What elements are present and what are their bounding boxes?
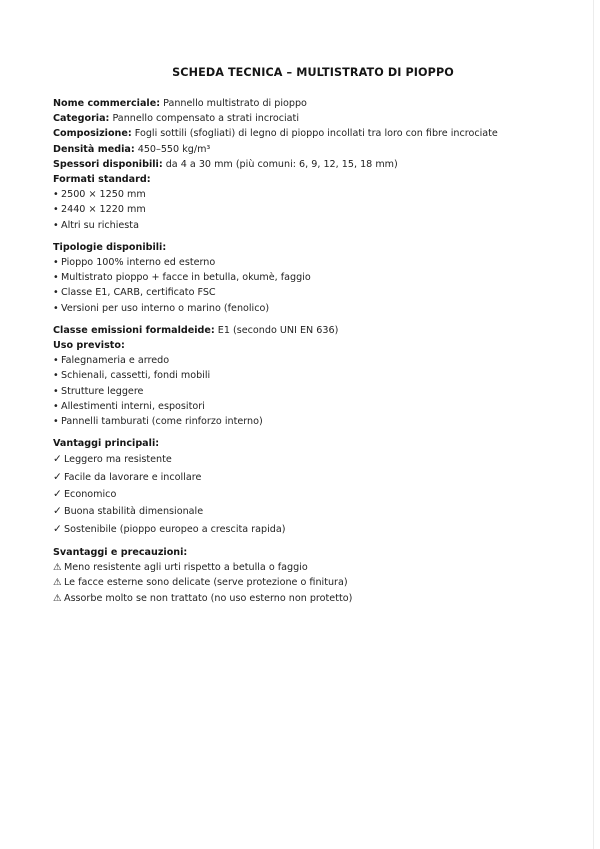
list-item bbox=[53, 469, 573, 486]
bullet-icon: • bbox=[53, 355, 59, 367]
page-title: SCHEDA TECNICA – MULTISTRATO DI PIOPPO bbox=[172, 66, 454, 79]
list-item bbox=[53, 486, 573, 503]
bullet-icon: • bbox=[53, 416, 59, 428]
check-icon: ✓ bbox=[53, 470, 62, 483]
list-item bbox=[53, 218, 573, 233]
check-icon: ✓ bbox=[53, 488, 62, 501]
list-item-text: Multistrato pioppo + facce in betulla, okumè, faggio bbox=[61, 272, 311, 284]
bullet-icon: • bbox=[53, 400, 59, 412]
field-classe-emissioni bbox=[53, 323, 573, 338]
general-fields bbox=[53, 96, 573, 172]
vantaggi-heading: Vantaggi principali: bbox=[53, 438, 160, 450]
list-item-text: Meno resistente agli urti rispetto a betulla o faggio bbox=[64, 562, 308, 574]
list-item-text: Sostenibile (pioppo europeo a crescita rapida) bbox=[64, 523, 286, 535]
list-item bbox=[53, 202, 573, 217]
bullet-icon: • bbox=[53, 272, 59, 284]
list-item-text: Facile da lavorare e incollare bbox=[64, 471, 202, 483]
field-categoria bbox=[53, 111, 573, 126]
field-nome-commerciale bbox=[53, 96, 573, 111]
bullet-icon: • bbox=[53, 257, 59, 269]
list-item-text: 2500 × 1250 mm bbox=[61, 189, 146, 201]
warning-icon: ⚠ bbox=[53, 592, 62, 604]
formati-list bbox=[53, 187, 573, 233]
uso-list bbox=[53, 353, 573, 429]
list-item bbox=[53, 521, 573, 538]
warning-icon: ⚠ bbox=[53, 577, 62, 589]
field-value: E1 (secondo UNI EN 636) bbox=[214, 324, 339, 336]
field-value: Pannello multistrato di pioppo bbox=[160, 98, 307, 109]
field-composizione bbox=[53, 126, 573, 141]
list-item-text: Economico bbox=[64, 489, 117, 501]
bullet-icon: • bbox=[53, 219, 59, 231]
list-item-text: Schienali, cassetti, fondi mobili bbox=[61, 370, 211, 382]
formati-heading: Formati standard: bbox=[53, 174, 151, 186]
tipologie-list bbox=[53, 255, 573, 316]
list-item-text: Classe E1, CARB, certificato FSC bbox=[61, 287, 216, 299]
list-item bbox=[53, 399, 573, 414]
list-item bbox=[53, 285, 573, 300]
bullet-icon: • bbox=[53, 204, 59, 216]
list-item-text: Allestimenti interni, espositori bbox=[61, 400, 205, 412]
bullet-icon: • bbox=[53, 302, 59, 314]
list-item-text: Le facce esterne sono delicate (serve protezione o finitura) bbox=[64, 577, 348, 589]
list-item bbox=[53, 414, 573, 429]
list-item bbox=[53, 255, 573, 270]
check-icon: ✓ bbox=[53, 505, 62, 518]
page-edge bbox=[593, 0, 594, 849]
list-item bbox=[53, 270, 573, 285]
field-label: Nome commerciale: bbox=[53, 98, 161, 109]
list-item bbox=[53, 575, 573, 590]
list-item bbox=[53, 451, 573, 468]
list-item-text: Leggero ma resistente bbox=[64, 454, 172, 466]
field-value: 450–550 kg/m³ bbox=[134, 143, 211, 155]
svantaggi-heading: Svantaggi e precauzioni: bbox=[53, 546, 188, 558]
field-label: Categoria: bbox=[53, 113, 110, 125]
list-item bbox=[53, 503, 573, 520]
field-label: Composizione: bbox=[53, 128, 132, 140]
list-item-text: Buona stabilità dimensionale bbox=[64, 506, 204, 518]
check-icon: ✓ bbox=[53, 453, 62, 466]
list-item bbox=[53, 301, 573, 316]
field-label: Densità media: bbox=[53, 143, 135, 155]
list-item bbox=[53, 368, 573, 383]
svantaggi-list bbox=[53, 560, 573, 606]
check-icon: ✓ bbox=[53, 522, 62, 535]
bullet-icon: • bbox=[53, 189, 59, 201]
list-item-text: Pannelli tamburati (come rinforzo interno) bbox=[61, 416, 263, 428]
tipologie-heading: Tipologie disponibili: bbox=[53, 241, 167, 253]
field-label: Classe emissioni formaldeide: bbox=[53, 324, 215, 336]
list-item bbox=[53, 353, 573, 368]
field-value: da 4 a 30 mm (più comuni: 6, 9, 12, 15, 18 mm) bbox=[162, 158, 398, 170]
bullet-icon: • bbox=[53, 385, 59, 397]
field-value: Pannello compensato a strati incrociati bbox=[109, 113, 299, 125]
list-item-text: 2440 × 1220 mm bbox=[61, 204, 146, 216]
list-item-text: Pioppo 100% interno ed esterno bbox=[61, 257, 216, 269]
field-densita bbox=[53, 142, 573, 157]
uso-heading: Uso previsto: bbox=[53, 340, 125, 352]
list-item bbox=[53, 384, 573, 399]
list-item-text: Altri su richiesta bbox=[61, 219, 139, 231]
list-item bbox=[53, 560, 573, 575]
vantaggi-list bbox=[53, 451, 573, 537]
list-item-text: Falegnameria e arredo bbox=[61, 355, 170, 367]
list-item-text: Strutture leggere bbox=[61, 385, 144, 397]
field-label: Spessori disponibili: bbox=[53, 158, 163, 170]
list-item bbox=[53, 187, 573, 202]
field-spessori bbox=[53, 157, 573, 172]
datasheet-page bbox=[53, 66, 573, 606]
list-item-text: Assorbe molto se non trattato (no uso esterno non protetto) bbox=[64, 592, 353, 604]
bullet-icon: • bbox=[53, 370, 59, 382]
list-item bbox=[53, 591, 573, 606]
warning-icon: ⚠ bbox=[53, 562, 62, 574]
list-item-text: Versioni per uso interno o marino (fenolico) bbox=[61, 302, 270, 314]
field-value: Fogli sottili (sfogliati) di legno di pioppo incollati tra loro con fibre incrociate bbox=[131, 128, 498, 140]
bullet-icon: • bbox=[53, 287, 59, 299]
